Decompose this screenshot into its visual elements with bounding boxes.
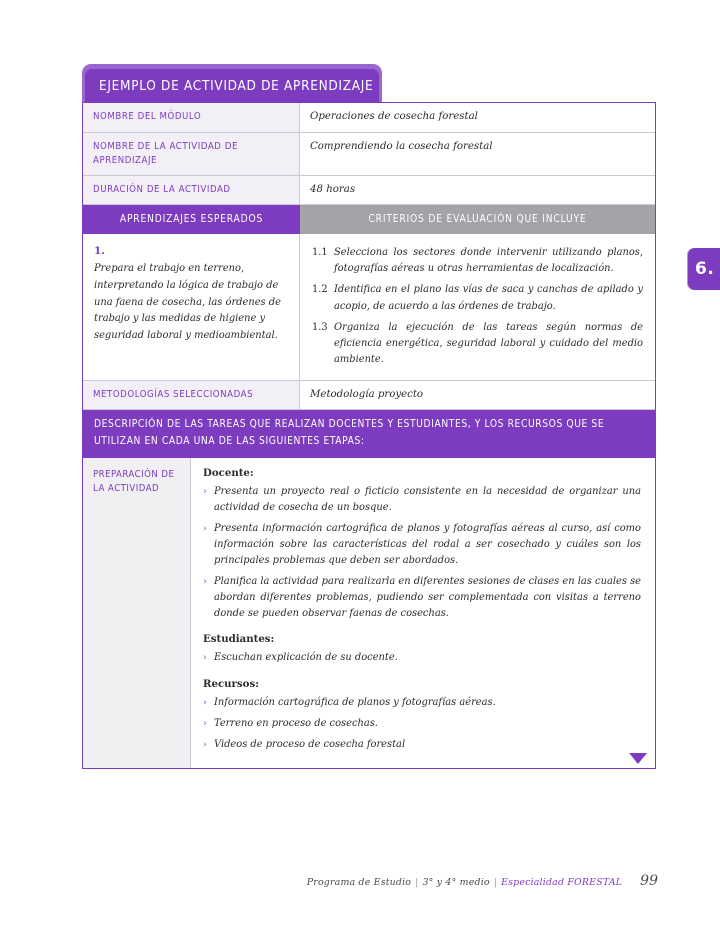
learning-outcome-text: Prepara el trabajo en terreno, interpretando la lógica de trabajo de una faena de cosecha, las órdenes de trabajo y las medidas de higiene y seguridad laboral y medioambiental. bbox=[94, 263, 281, 341]
learning-outcome-row bbox=[83, 234, 655, 380]
list-item bbox=[203, 650, 641, 666]
criterion-number: 1.3 bbox=[312, 321, 328, 333]
list-item-text: Información cartográfica de planos y fotografías aéreas. bbox=[214, 696, 496, 708]
list-item-text: Planifica la actividad para realizarla en diferentes sesiones de clases en las cuales se abordan diferentes problemas, pudiendo ser complementada con visitas a terreno donde se pueden observar faenas de cosechas. bbox=[214, 576, 641, 620]
learning-outcome-cell bbox=[83, 234, 300, 379]
header-criterios: CRITERIOS DE EVALUACIÓN QUE INCLUYE bbox=[300, 205, 655, 234]
stage-label: PREPARACIÓN DE LA ACTIVIDAD bbox=[83, 458, 191, 768]
activity-banner-inner bbox=[85, 69, 379, 102]
criterion-text: Identifica en el plano las vías de saca y canchas de apilado y acopio, de acuerdo a las órdenes de trabajo. bbox=[334, 284, 643, 312]
row-value-metodologias: Metodología proyecto bbox=[310, 388, 424, 400]
table-row-metodologias bbox=[83, 381, 655, 411]
docente-title: Docente: bbox=[203, 467, 254, 480]
list-item-text: Videos de proceso de cosecha forestal bbox=[214, 738, 406, 750]
list-item bbox=[203, 484, 641, 516]
column-headers bbox=[83, 205, 655, 234]
criterion-item bbox=[312, 282, 643, 314]
bullet-icon: › bbox=[203, 738, 207, 750]
footer-level: 3° y 4° medio bbox=[422, 877, 490, 888]
bullet-icon: › bbox=[203, 652, 207, 664]
footer-separator: | bbox=[493, 877, 498, 888]
bullet-icon: › bbox=[203, 696, 207, 708]
row-label-actividad: NOMBRE DE LA ACTIVIDAD DE APRENDIZAJE bbox=[83, 133, 300, 175]
row-label-duracion: DURACIÓN DE LA ACTIVIDAD bbox=[83, 176, 300, 205]
row-label-modulo: NOMBRE DEL MÓDULO bbox=[83, 103, 300, 132]
stage-content bbox=[191, 458, 655, 768]
header-aprendizajes: APRENDIZAJES ESPERADOS bbox=[83, 205, 300, 234]
activity-table bbox=[82, 102, 656, 769]
footer-program: Programa de Estudio bbox=[306, 877, 412, 888]
description-band: DESCRIPCIÓN DE LAS TAREAS QUE REALIZAN DOCENTES Y ESTUDIANTES, Y LOS RECURSOS QUE SE UTILIZAN EN CADA UNA DE LAS SIGUIENTES ETAPAS: bbox=[83, 410, 655, 458]
bullet-icon: › bbox=[203, 576, 207, 588]
row-label-metodologias: METODOLOGÍAS SELECCIONADAS bbox=[83, 381, 300, 410]
table-row-modulo bbox=[83, 103, 655, 133]
criterion-text: Selecciona los sectores donde intervenir utilizando planos, fotografías aéreas u otras herramientas de localización. bbox=[334, 247, 643, 275]
activity-box bbox=[82, 64, 656, 769]
criteria-cell bbox=[300, 234, 655, 379]
list-item bbox=[203, 695, 641, 711]
list-item-text: Presenta información cartográfica de planos y fotografías aéreas al curso, así como información sobre las características del rodal a ser cosechado y cuáles son los principales problemas que deben ser abordados. bbox=[214, 523, 641, 567]
table-row-actividad bbox=[83, 133, 655, 176]
section-tab-label: 6. bbox=[695, 259, 715, 279]
recursos-title: Recursos: bbox=[203, 677, 259, 690]
list-item bbox=[203, 737, 641, 753]
footer-specialty: Especialidad FORESTAL bbox=[501, 877, 623, 888]
criterion-item bbox=[312, 320, 643, 368]
bullet-icon: › bbox=[203, 523, 207, 535]
footer-separator: | bbox=[415, 877, 419, 888]
estudiantes-title: Estudiantes: bbox=[203, 633, 275, 646]
learning-outcome-number: 1. bbox=[94, 245, 105, 258]
list-item bbox=[203, 716, 641, 732]
page-footer bbox=[0, 873, 720, 889]
list-item-text: Escuchan explicación de su docente. bbox=[214, 652, 398, 664]
bullet-icon: › bbox=[203, 717, 207, 729]
table-row-duracion bbox=[83, 176, 655, 206]
activity-banner bbox=[82, 64, 382, 102]
criterion-number: 1.2 bbox=[312, 284, 328, 296]
bullet-icon: › bbox=[203, 486, 207, 498]
section-tab-6 bbox=[688, 248, 720, 290]
row-value-actividad: Comprendiendo la cosecha forestal bbox=[310, 140, 493, 152]
row-value-duracion: 48 horas bbox=[310, 183, 356, 195]
criterion-item bbox=[312, 245, 643, 277]
list-item bbox=[203, 521, 641, 569]
continuation-arrow-icon bbox=[629, 753, 647, 764]
list-item-text: Presenta un proyecto real o ficticio consistente en la necesidad de organizar una actividad de cosecha de un bosque. bbox=[214, 486, 641, 514]
page-number: 99 bbox=[640, 873, 658, 889]
activity-banner-title: EJEMPLO DE ACTIVIDAD DE APRENDIZAJE bbox=[99, 77, 374, 94]
row-value-modulo: Operaciones de cosecha forestal bbox=[310, 111, 478, 122]
list-item bbox=[203, 574, 641, 622]
list-item-text: Terreno en proceso de cosechas. bbox=[214, 717, 378, 729]
criterion-text: Organiza la ejecución de las tareas según normas de eficiencia energética, seguridad laboral y cuidado del medio ambiente. bbox=[334, 321, 643, 365]
stage-row bbox=[83, 458, 655, 768]
criterion-number: 1.1 bbox=[312, 247, 328, 259]
